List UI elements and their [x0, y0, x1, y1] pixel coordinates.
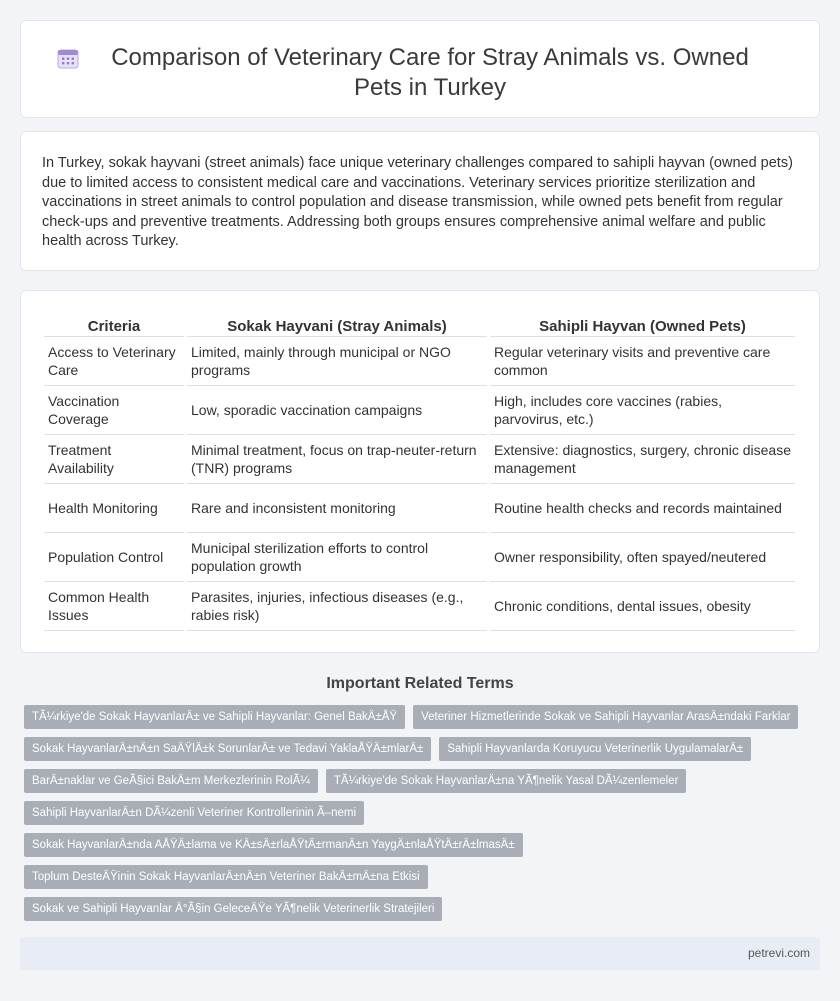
table-cell: Extensive: diagnostics, surgery, chronic disease management	[490, 435, 795, 484]
related-terms-list	[20, 705, 820, 929]
comparison-table	[41, 317, 798, 631]
table-header-row	[44, 317, 795, 337]
table-cell: Limited, mainly through municipal or NGO programs	[187, 337, 487, 386]
footer-site-link[interactable]: petrevi.com	[747, 946, 810, 960]
related-term-tag[interactable]: Toplum DesteÄŸinin Sokak HayvanlarÄ±nÄ±n Veteriner BakÄ±mÄ±na Etkisi	[24, 865, 428, 889]
table-cell: Parasites, injuries, infectious diseases (e.g., rabies risk)	[187, 582, 487, 631]
table-row	[44, 337, 795, 386]
related-term-tag[interactable]: Sahipli HayvanlarÄ±n DÃ¼zenli Veteriner Kontrollerinin Ã–nemi	[24, 801, 364, 825]
footer	[20, 937, 820, 970]
table-cell: Minimal treatment, focus on trap-neuter-return (TNR) programs	[187, 435, 487, 484]
related-term-tag[interactable]: Sokak HayvanlarÄ±nda AÅŸÄ±lama ve KÄ±sÄ±rlaÅŸtÄ±rmanÄ±n YaygÄ±nlaÅŸtÄ±rÄ±lmasÄ±	[24, 833, 523, 857]
table-row	[44, 484, 795, 533]
related-term-tag[interactable]: Sahipli Hayvanlarda Koruyucu Veterinerlik UygulamalarÄ±	[439, 737, 751, 761]
page-title: Comparison of Veterinary Care for Stray Animals vs. Owned Pets in Turkey	[111, 44, 749, 101]
table-row	[44, 435, 795, 484]
table-cell: Vaccination Coverage	[44, 386, 184, 435]
table-cell: Rare and inconsistent monitoring	[187, 484, 487, 533]
table-row	[44, 582, 795, 631]
table-cell: Low, sporadic vaccination campaigns	[187, 386, 487, 435]
table-cell: Access to Veterinary Care	[44, 337, 184, 386]
table-cell: Regular veterinary visits and preventive care common	[490, 337, 795, 386]
related-term-tag[interactable]: Sokak HayvanlarÄ±nÄ±n SaÄŸlÄ±k SorunlarÄ± ve Tedavi YaklaÅŸÄ±mlarÄ±	[24, 737, 431, 761]
table-cell: Chronic conditions, dental issues, obesity	[490, 582, 795, 631]
related-term-tag[interactable]: TÃ¼rkiye'de Sokak HayvanlarÄ±na YÃ¶nelik Yasal DÃ¼zenlemeler	[326, 769, 687, 793]
column-header: Criteria	[44, 317, 184, 337]
table-cell: Routine health checks and records maintained	[490, 484, 795, 533]
table-cell: High, includes core vaccines (rabies, parvovirus, etc.)	[490, 386, 795, 435]
table-cell: Owner responsibility, often spayed/neutered	[490, 533, 795, 582]
table-cell: Common Health Issues	[44, 582, 184, 631]
table-cell: Municipal sterilization efforts to control population growth	[187, 533, 487, 582]
table-cell: Health Monitoring	[44, 484, 184, 533]
column-header: Sahipli Hayvan (Owned Pets)	[490, 317, 795, 337]
related-term-tag[interactable]: Veteriner Hizmetlerinde Sokak ve Sahipli Hayvanlar ArasÄ±ndaki Farklar	[413, 705, 798, 729]
related-terms-heading: Important Related Terms	[326, 675, 514, 692]
related-term-tag[interactable]: TÃ¼rkiye'de Sokak HayvanlarÄ± ve Sahipli Hayvanlar: Genel BakÄ±ÅŸ	[24, 705, 405, 729]
comparison-table-card	[20, 290, 820, 653]
intro-card	[20, 131, 820, 271]
title-card	[20, 20, 820, 118]
table-row	[44, 533, 795, 582]
table-cell: Treatment Availability	[44, 435, 184, 484]
column-header: Sokak Hayvani (Stray Animals)	[187, 317, 487, 337]
table-row	[44, 386, 795, 435]
intro-paragraph: In Turkey, sokak hayvani (street animals) face unique veterinary challenges compared to sahipli hayvan (owned pets) due to limited access to consistent medical care and vaccinations. Veterinary services prioritize sterilization and vaccinations in street animals to control population and disease transmission, while owned pets benefit from regular check-ups and preventive treatments. Addressing both groups ensures comprehensive animal welfare and public health across Turkey.	[42, 155, 793, 250]
related-term-tag[interactable]: BarÄ±naklar ve GeÃ§ici BakÄ±m Merkezlerinin RolÃ¼	[24, 769, 318, 793]
table-cell: Population Control	[44, 533, 184, 582]
related-term-tag[interactable]: Sokak ve Sahipli Hayvanlar Ä°Ã§in GeleceÄŸe YÃ¶nelik Veterinerlik Stratejileri	[24, 897, 442, 921]
